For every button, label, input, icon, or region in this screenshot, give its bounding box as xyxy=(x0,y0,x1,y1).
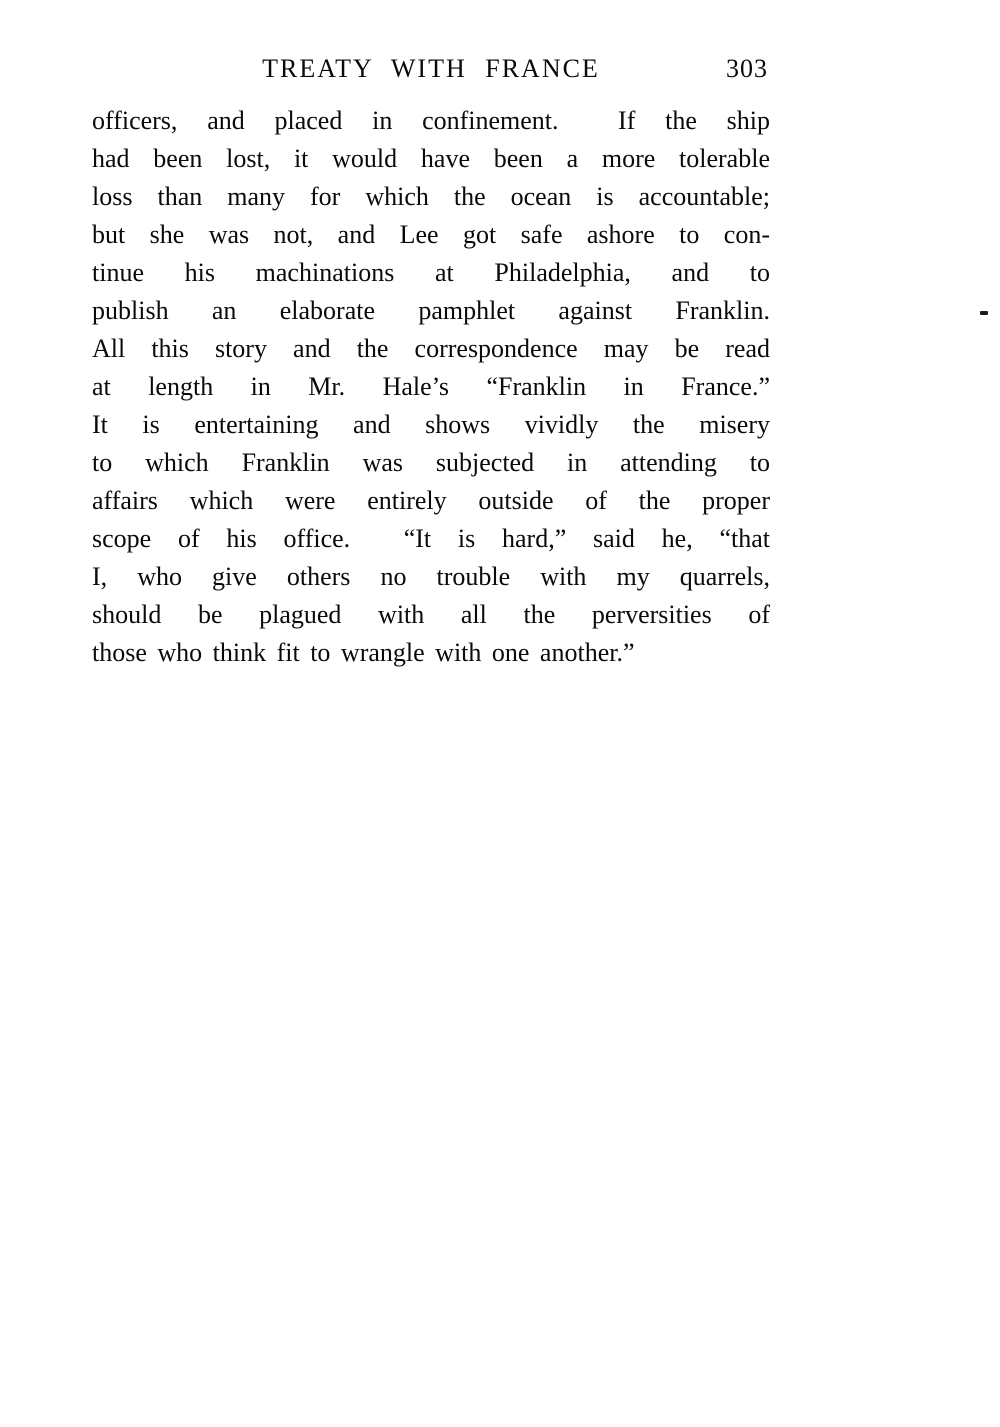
page-header xyxy=(92,52,770,86)
body-line: I, who give others no trouble with my quarrels, xyxy=(92,562,770,591)
body-line: those who think fit to wrangle with one another.” xyxy=(92,638,635,667)
page-number: 303 xyxy=(726,54,768,83)
body-line: had been lost, it would have been a more tolerable xyxy=(92,144,770,173)
body-line: to which Franklin was subjected in attending to xyxy=(92,448,770,477)
body-line: scope of his office. “It is hard,” said he, “that xyxy=(92,524,770,553)
body-paragraph xyxy=(92,102,770,672)
text-column xyxy=(92,52,770,672)
body-line: publish an elaborate pamphlet against Franklin. xyxy=(92,296,770,325)
body-line: tinue his machinations at Philadelphia, and to xyxy=(92,258,770,287)
body-line: should be plagued with all the perversities of xyxy=(92,600,770,629)
body-line: All this story and the correspondence may be read xyxy=(92,334,770,363)
scan-artifact xyxy=(980,311,988,315)
body-line: loss than many for which the ocean is accountable; xyxy=(92,182,770,211)
running-head: TREATY WITH FRANCE xyxy=(262,54,600,83)
body-line: officers, and placed in confinement. If the ship xyxy=(92,106,770,135)
body-line: affairs which were entirely outside of the proper xyxy=(92,486,770,515)
body-line: at length in Mr. Hale’s “Franklin in France.” xyxy=(92,372,770,401)
body-line: but she was not, and Lee got safe ashore to con- xyxy=(92,220,770,249)
body-line: It is entertaining and shows vividly the misery xyxy=(92,410,770,439)
